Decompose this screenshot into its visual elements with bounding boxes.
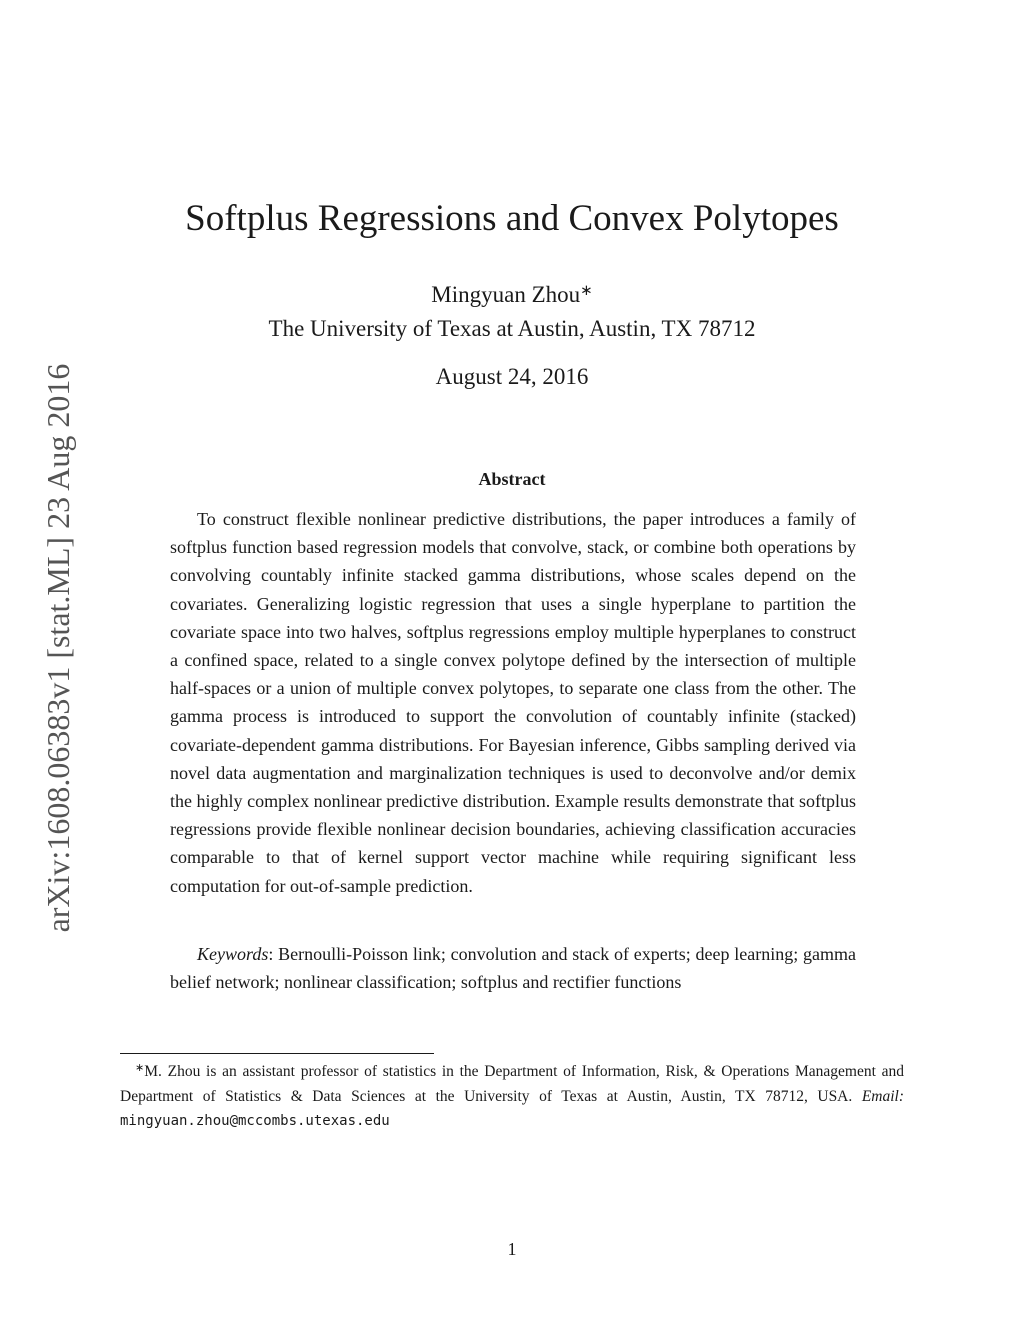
abstract-text: To construct flexible nonlinear predictive distributions, the paper introduces a family of softplus function based regression models that convolve, stack, or combine both operations by convolving countably infinite stacked gamma distributions, whose scales depend on the covariates. Generalizing logistic regression that uses a single hyperplane to partition the covariate space into two halves, softplus regressions employ multiple hyperplanes to construct a confined space, related to a single convex polytope defined by the intersection of multiple half-spaces or a union of multiple convex polytopes, to separate one class from the other. The gamma process is introduced to support the convolution of countably infinite (stacked) covariate-dependent gamma distributions. For Bayesian inference, Gibbs sampling derived via novel data augmentation and marginalization techniques is used to deconvolve and/or demix the highly complex nonlinear predictive distribution. Example results demonstrate that softplus regressions provide flexible nonlinear decision boundaries, achieving classification accuracies comparable to that of kernel support vector machine while requiring significant less computation for out-of-sample prediction. [170,509,856,896]
keywords-separator: : [268,944,279,964]
author-affiliation: The University of Texas at Austin, Austin, TX 78712 [268,316,756,341]
paper-title: Softplus Regressions and Convex Polytopes [185,198,839,239]
footnote-text: M. Zhou is an assistant professor of statistics in the Department of Information, Risk, & Operations Management and Department of Statistics & Data Sciences at the University of Texas at Austin, Austin, TX 78712, USA. [120,1063,904,1105]
email-label: Email: [861,1087,904,1105]
arxiv-identifier-stamp: arXiv:1608.06383v1 [stat.ML] 23 Aug 2016 [40,363,76,933]
author-line [0,276,1024,310]
author-footnote-mark[interactable]: ∗ [580,283,593,299]
footnote-mark: ∗ [135,1062,145,1074]
abstract-heading: Abstract [478,469,546,489]
page-number: 1 [507,1239,517,1259]
footnote-divider [120,1053,434,1054]
author-name: Mingyuan Zhou [431,282,581,307]
paper-date: August 24, 2016 [435,364,589,389]
keywords-paragraph [170,940,856,996]
keywords-text: Bernoulli-Poisson link; convolution and stack of experts; deep learning; gamma belief network; nonlinear classification; softplus and rectifier functions [170,944,856,993]
author-email-link[interactable]: mingyuan.zhou@mccombs.utexas.edu [120,1113,390,1129]
keywords-label: Keywords [197,944,269,964]
author-footnote [120,1056,904,1134]
